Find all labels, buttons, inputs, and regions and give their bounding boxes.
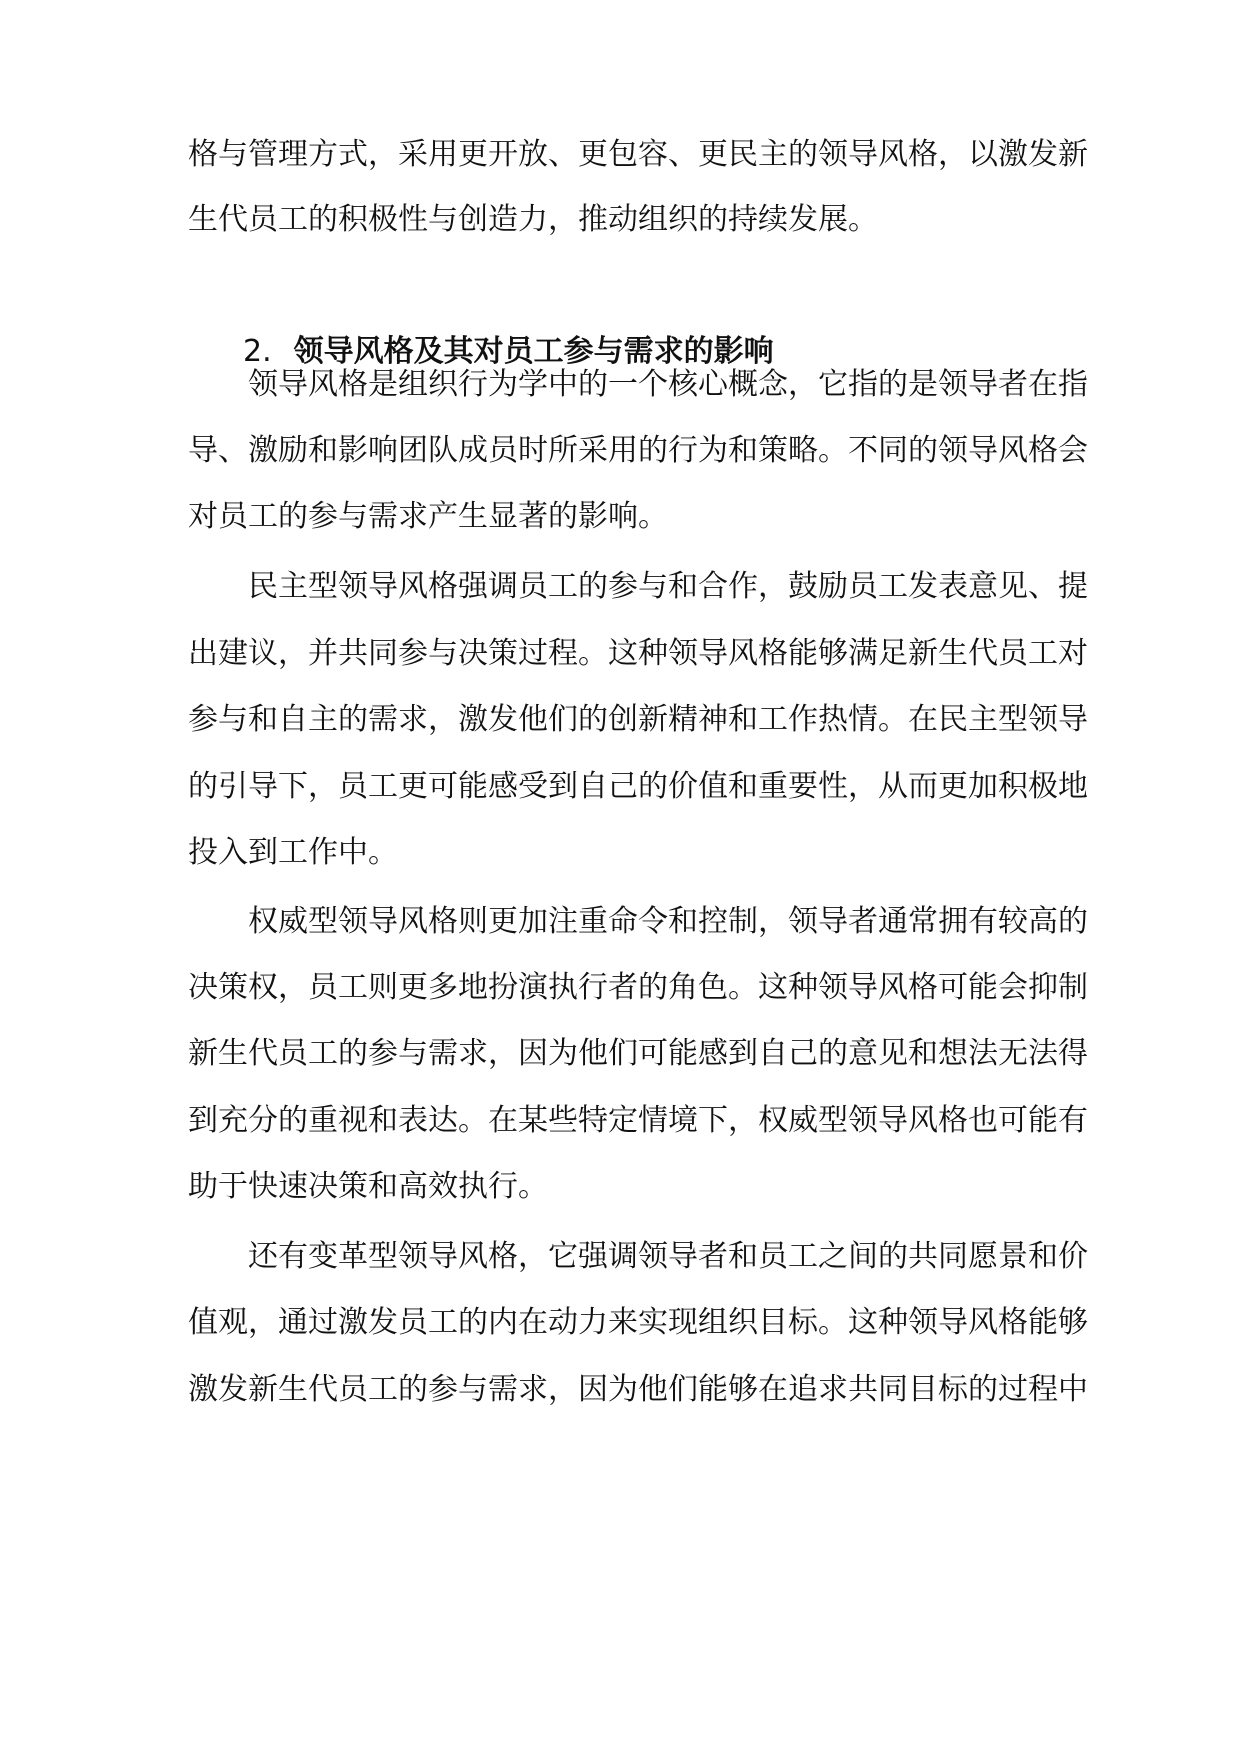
paragraph-3-line-2: 决策权，员工则更多地扮演执行者的角色。这种领导风格可能会抑制 <box>188 970 1088 1005</box>
intro-line-1: 格与管理方式，采用更开放、更包容、更民主的领导风格，以激发新 <box>188 137 1088 172</box>
paragraph-3-line-3: 新生代员工的参与需求，因为他们可能感到自己的意见和想法无法得 <box>188 1036 1088 1071</box>
intro-line-2: 生代员工的积极性与创造力，推动组织的持续发展。 <box>188 202 878 237</box>
paragraph-1-line-2: 导、激励和影响团队成员时所采用的行为和策略。不同的领导风格会 <box>188 433 1088 468</box>
paragraph-2-line-2: 出建议，并共同参与决策过程。这种领导风格能够满足新生代员工对 <box>188 636 1088 671</box>
paragraph-4-line-2: 值观，通过激发员工的内在动力来实现组织目标。这种领导风格能够 <box>188 1305 1088 1340</box>
paragraph-3-line-1: 权威型领导风格则更加注重命令和控制，领导者通常拥有较高的 <box>248 904 1088 939</box>
paragraph-2-line-3: 参与和自主的需求，激发他们的创新精神和工作热情。在民主型领导 <box>188 702 1088 737</box>
paragraph-3-line-5: 助于快速决策和高效执行。 <box>188 1169 548 1204</box>
paragraph-1-line-1: 领导风格是组织行为学中的一个核心概念，它指的是领导者在指 <box>248 367 1088 402</box>
paragraph-2-line-1: 民主型领导风格强调员工的参与和合作，鼓励员工发表意见、提 <box>248 569 1088 604</box>
paragraph-1-line-3: 对员工的参与需求产生显著的影响。 <box>188 499 668 534</box>
paragraph-2-line-4: 的引导下，员工更可能感受到自己的价值和重要性，从而更加积极地 <box>188 769 1088 804</box>
paragraph-4-line-3: 激发新生代员工的参与需求，因为他们能够在追求共同目标的过程中 <box>188 1372 1088 1407</box>
paragraph-4-line-1: 还有变革型领导风格，它强调领导者和员工之间的共同愿景和价 <box>248 1239 1088 1274</box>
section-number: 2. <box>243 334 272 369</box>
section-title: 领导风格及其对员工参与需求的影响 <box>293 334 774 369</box>
paragraph-2-line-5: 投入到工作中。 <box>188 835 398 870</box>
paragraph-3-line-4: 到充分的重视和表达。在某些特定情境下，权威型领导风格也可能有 <box>188 1103 1088 1138</box>
